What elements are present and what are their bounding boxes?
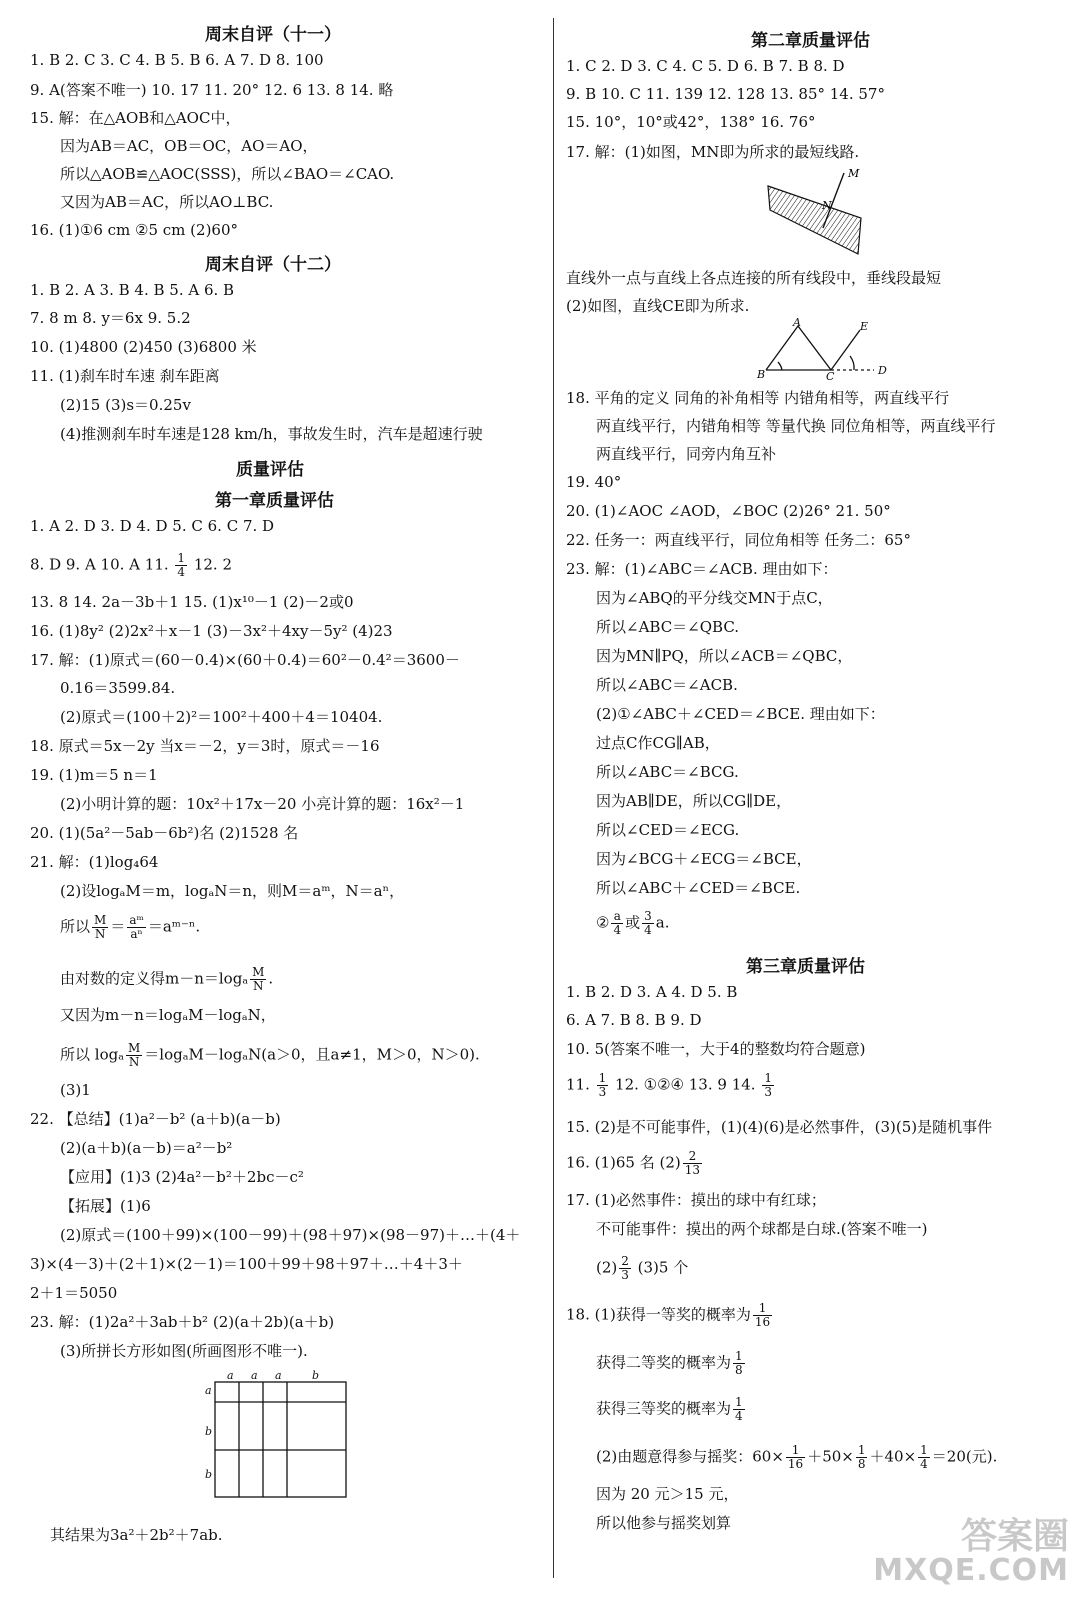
answer-line: 所以∠ABC＋∠CED＝∠BCE. [596,879,801,897]
point-label: B [757,368,766,380]
fraction: $\frac{1}{16}$ [754,1301,771,1329]
answer-line: 9. B 10. C 11. 139 12. 128 13. 85° 14. 57° [566,85,885,103]
answer-line: 因为 20 元＞15 元， [596,1485,739,1503]
answer-line: 【拓展】(1)6 [60,1197,151,1215]
answer-line: (2)(a＋b)(a－b)＝a²－b² [60,1139,233,1157]
fraction: $\frac{M}{N}$ [128,1041,141,1069]
answer-line: (2)①∠ABC＋∠CED＝∠BCE. 理由如下： [596,705,885,723]
fraction: $\frac{1}{4}$ [177,551,186,579]
section-heading: 周末自评（十二） [205,255,341,275]
grid-top-label: a [227,1369,234,1382]
answer-line: 11. (1)刹车时车速 刹车距离 [30,367,220,385]
answer-line: 所以他参与摇奖划算 [596,1514,732,1532]
answer-line: 18. 原式＝5x－2y 当x＝－2，y＝3时，原式＝－16 [30,737,380,755]
answer-line: 获得二等奖的概率为 $\frac{1}{8}$ [596,1349,743,1377]
answer-line: 22. 任务一：两直线平行，同位角相等 任务二：65° [566,531,911,549]
answer-line: 18. (1)获得一等奖的概率为 $\frac{1}{16}$ [566,1301,771,1329]
answer-line: 又因为AB＝AC，所以AO⊥BC. [60,193,274,211]
fraction: $\frac{3}{4}$ [644,909,652,937]
answer-line: 因为∠BCG＋∠ECG＝∠BCE， [596,850,812,868]
answer-line: 1. B 2. C 3. C 4. B 5. B 6. A 7. D 8. 100 [30,51,324,69]
answer-line: 15. 10°，10°或42°，138° 16. 76° [566,113,816,131]
fraction: $\frac{M}{N}$ [252,965,265,993]
answer-line: (3)1 [60,1081,91,1099]
answer-line: 22. 【总结】(1)a²－b² (a＋b)(a－b) [30,1110,281,1128]
answer-line: (2)设logₐM＝m，logₐN＝n，则M＝aᵐ，N＝aⁿ， [60,882,405,900]
fraction: $\frac{1}{8}$ [857,1443,866,1471]
answer-line: 23. 解：(1)∠ABC＝∠ACB. 理由如下： [566,560,838,578]
answer-line: 1. B 2. D 3. A 4. D 5. B [566,983,738,1001]
answer-line: 9. A(答案不唯一) 10. 17 11. 20° 12. 6 13. 8 14. 略 [30,81,394,99]
answer-line: 所以△AOB≌△AOC(SSS)，所以∠BAO＝∠CAO. [60,165,395,183]
fraction: $\frac{1}{3}$ [764,1071,772,1099]
answer-line: 2＋1＝5050 [30,1284,118,1302]
answer-line: 所以 $\frac{M}{N}$ ＝ $\frac{\text{aᵐ}}{\text{aⁿ}}$ ＝aᵐ⁻ⁿ. [60,913,201,941]
answer-line: 直线外一点与直线上各点连接的所有线段中，垂线段最短 [566,269,942,287]
point-label: M [848,167,860,180]
answer-line: 18. 平角的定义 同角的补角相等 内错角相等，两直线平行 [566,389,950,407]
answer-line: 两直线平行，内错角相等 等量代换 同位角相等，两直线平行 [596,417,996,435]
answer-line: 又因为m－n＝logₐM－logₐN， [60,1006,276,1024]
answer-line: 20. (1)(5a²－5ab－6b²)名 (2)1528 名 [30,824,299,842]
answer-line: 所以∠ABC＝∠ACB. [596,676,738,694]
answer-line: 由对数的定义得m－n＝logₐ $\frac{M}{N}$ . [60,965,274,993]
answer-line: 因为AB＝AC，OB＝OC，AO＝AO， [60,137,318,155]
section-heading: 周末自评（十一） [205,25,341,45]
answer-line: 所以 logₐ $\frac{M}{N}$ ＝logₐM－logₐN(a＞0，且a≠1，M＞0，N＞0). [60,1041,480,1069]
answer-line: (2)15 (3)s＝0.25v [60,396,191,414]
answer-line: 获得三等奖的概率为 $\frac{1}{4}$ [596,1395,743,1423]
answer-line: 所以∠CED＝∠ECG. [596,821,740,839]
answer-line [30,552,232,579]
point-label: E [860,320,869,333]
fraction: $\frac{M}{N}$ [94,913,107,941]
answer-line: 11. $\frac{1}{3}$ 12. ①②④ 13. 9 14. $\frac{1}{3}$ [566,1071,772,1099]
answer-line: 13. 8 14. 2a－3b＋1 15. (1)x¹⁰－1 (2)－2或0 [30,593,354,611]
answer-text: 12. 2 [189,555,232,574]
answer-line: (2) $\frac{2}{3}$ (3)5 个 [596,1254,689,1282]
answer-line: 19. (1)m＝5 n＝1 [30,766,158,784]
answer-line: 10. 5(答案不唯一，大于4的整数均符合题意) [566,1040,866,1058]
fraction: $\frac{1}{4}$ [920,1443,928,1471]
answer-line: 1. C 2. D 3. C 4. C 5. D 6. B 7. B 8. D [566,57,845,75]
answer-line: 所以∠ABC＝∠QBC. [596,618,740,636]
section-heading: 第二章质量评估 [751,31,870,51]
answer-line: 16. (1)8y² (2)2x²＋x－1 (3)－3x²＋4xy－5y² (4)23 [30,622,393,640]
fraction: $\frac{1}{3}$ [598,1071,607,1099]
section-heading: 第一章质量评估 [215,491,334,511]
point-label: D [878,364,887,377]
fraction: $\frac{2}{13}$ [684,1149,701,1177]
fraction: $\frac{\text{aᵐ}}{\text{aⁿ}}$ [129,913,144,941]
answer-line: (2)如图，直线CE即为所求. [566,297,750,315]
answer-line: 1. A 2. D 3. D 4. D 5. C 6. C 7. D [30,517,275,535]
angle-arc [850,356,854,370]
answer-line: 20. (1)∠AOC ∠AOD，∠BOC (2)26° 21. 50° [566,502,891,520]
line-ce [831,330,860,370]
answer-line: ② $\frac{a}{4}$ 或 $\frac{3}{4}$ a. [596,909,670,937]
answer-line: 1. B 2. A 3. B 4. B 5. A 6. B [30,281,235,299]
answer-line: 0.16＝3599.84. [60,679,176,697]
point-label: A [793,318,801,329]
grid-top-label: b [312,1369,320,1382]
answer-line: (2)原式＝(100＋99)×(100－99)＋(98＋97)×(98－97)＋…＋(4＋ [60,1226,521,1244]
answer-line: 因为∠ABQ的平分线交MN于点C， [596,589,833,607]
answer-line: 16. (1)65 名 (2) $\frac{2}{13}$ [566,1149,701,1177]
fraction: $\frac{2}{3}$ [621,1254,629,1282]
grid-top-label: a [275,1369,282,1382]
answer-line: 7. 8 m 8. y＝6x 9. 5.2 [30,309,191,327]
answer-line: (2)由题意得参与摇奖：60× $\frac{1}{16}$ ＋50× $\frac{1}{8}$ ＋40× $\frac{1}{4}$ ＝20(元). [596,1443,998,1471]
answer-line: (3)所拼长方形如图(所画图形不唯一). [60,1342,308,1360]
segment-ac [798,326,831,370]
answer-line: 两直线平行，同旁内角互补 [596,445,777,463]
answer-line: 23. 解：(1)2a²＋3ab＋b² (2)(a＋2b)(a＋b) [30,1313,335,1331]
fraction: $\frac{1}{16}$ [787,1443,804,1471]
grid-side-label: a [205,1384,212,1397]
answer-line: 【应用】(1)3 (2)4a²－b²＋2bc－c² [60,1168,304,1186]
answer-line: 16. (1)①6 cm ②5 cm (2)60° [30,221,239,239]
column-divider [553,18,554,1578]
answer-line: 所以∠ABC＝∠BCG. [596,763,739,781]
answer-line: 6. A 7. B 8. B 9. D [566,1011,702,1029]
answer-line: 过点C作CG∥AB， [596,734,720,752]
point-label: C [826,370,835,380]
answer-line: 21. 解：(1)log₄64 [30,853,159,871]
answer-line: 因为AB∥DE，所以CG∥DE， [596,792,792,810]
answer-line: 其结果为3a²＋2b²＋7ab. [50,1526,223,1544]
rectangle-grid-figure [200,1368,350,1503]
point-label: N [822,199,832,212]
answer-line: 17. (1)必然事件：摸出的球中有红球； [566,1191,826,1209]
fraction: $\frac{1}{8}$ [735,1349,743,1377]
answer-line: 3)×(4－3)＋(2＋1)×(2－1)＝100＋99＋98＋97＋…＋4＋3＋ [30,1255,463,1273]
grid-top-label: a [251,1369,258,1382]
answer-line: (2)小明计算的题：10x²＋17x－20 小亮计算的题：16x²－1 [60,795,465,813]
parallel-line-figure [756,318,896,380]
answer-line: 因为MN∥PQ，所以∠ACB＝∠QBC， [596,647,853,665]
river-band [768,186,861,254]
answer-line: 10. (1)4800 (2)450 (3)6800 米 [30,338,257,356]
answer-line: 17. 解：(1)如图，MN即为所求的最短线路. [566,143,860,161]
answer-line: (4)推测刹车时车速是128 km/h，事故发生时，汽车是超速行驶 [60,425,483,443]
angle-arc [778,362,782,370]
section-heading: 质量评估 [236,460,304,480]
grid-side-label: b [205,1425,213,1438]
answer-line: 17. 解：(1)原式＝(60－0.4)×(60＋0.4)＝60²－0.4²＝3600－ [30,651,460,669]
grid-side-label: b [205,1468,213,1481]
fraction: $\frac{a}{4}$ [613,909,622,937]
fraction: $\frac{1}{4}$ [735,1395,743,1423]
answer-text: 8. D 9. A 10. A 11. [30,555,174,574]
grid-outline [215,1382,346,1497]
section-heading: 第三章质量评估 [746,957,865,977]
answer-line: (2)原式＝(100＋2)²＝100²＋400＋4＝10404. [60,708,383,726]
watermark: 答案圈 MXQE.COM [873,1516,1069,1588]
answer-line: 15. (2)是不可能事件，(1)(4)(6)是必然事件，(3)(5)是随机事件 [566,1118,993,1136]
answer-line: 不可能事件：摸出的两个球都是白球.(答案不唯一) [596,1220,928,1238]
segment-ab [766,326,798,370]
answer-line: 15. 解：在△AOB和△AOC中， [30,109,241,127]
answer-line: 19. 40° [566,473,622,491]
shortest-path-figure [766,166,866,256]
